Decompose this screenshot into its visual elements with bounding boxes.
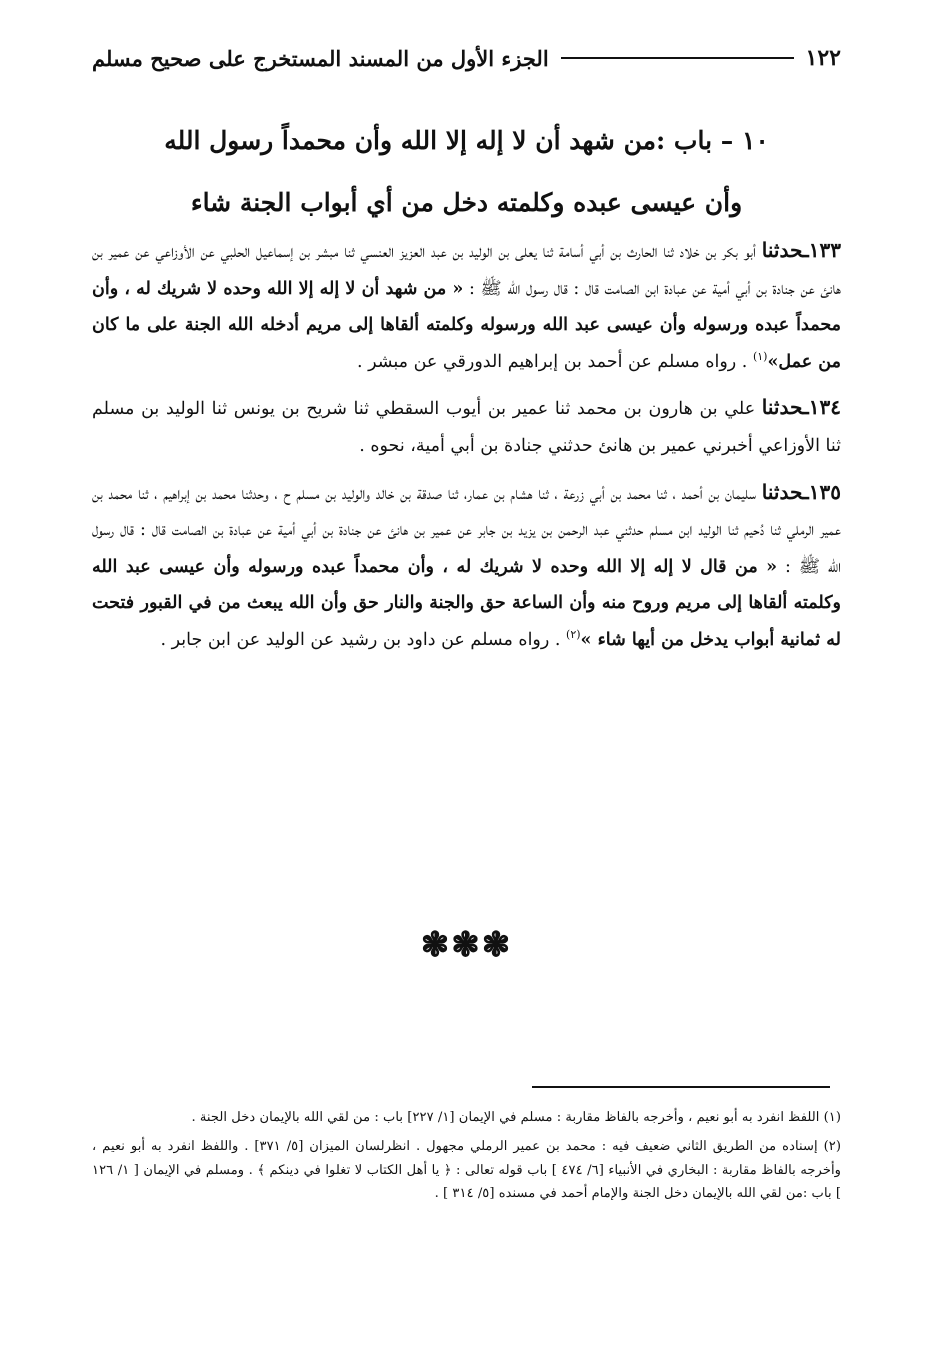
haddathana-marker: ـحدثنا	[761, 238, 809, 262]
hadith-number: ١٣٤	[808, 395, 841, 420]
haddathana-marker: ـحدثنا	[761, 395, 809, 420]
hadith-isnad: سليمان بن أحمد ، ثنا محمد بن أبي زرعة ، ثنا هشام بن عمار، ثنا صدقة بن خالد والوليد بن مسلم ح ، وحدثنا محمد بن إبراهيم ، ثنا محمد بن عمير الرملي ثنا دُحيم ثنا الوليد ابن مسلم حدثني عبد الرحمن بن يزيد بن جابر عن عمير بن هانئ عن جنادة بن أبي أمية عن عبادة بن الصامت قال : قال رسول الله ﷺ :	[92, 483, 841, 577]
header-rule	[561, 57, 794, 59]
hadith-isnad: علي بن هارون بن محمد ثنا عمير بن أيوب السقطي ثنا شريح بن يونس ثنا الوليد بن مسلم ثنا الأوزاعي أخبرني عمير بن هانئ حدثني جنادة بن أبي أمية، نحوه .	[92, 399, 841, 456]
running-header	[92, 38, 841, 78]
hadith-tail: . رواه مسلم عن أحمد بن إبراهيم الدورقي عن مبشر .	[357, 351, 753, 372]
hadith-number: ١٣٣	[808, 238, 841, 262]
chapter-heading-line-2: وأن عيسى عبده وكلمته دخل من أي أبواب الجنة شاء	[190, 188, 743, 217]
footnote-1: (١) اللفظ انفرد به أبو نعيم ، وأخرجه بالفاظ مقاربة : مسلم في الإيمان [١/ ٢٢٧] باب : من لقي الله بالإيمان دخل الجنة .	[191, 1110, 841, 1125]
page-number: ١٢٢	[805, 45, 841, 71]
hadith-matn: « من شهد أن لا إله إلا الله وحده لا شريك له ، وأن محمداً عبده ورسوله وأن عيسى عبد الله ورسوله وكلمته ألقاها إلى مريم أدخله الله الجنة على ما كان من عمل»	[92, 278, 841, 372]
hadith-number: ١٣٥	[808, 479, 841, 504]
chapter-heading	[92, 110, 841, 234]
footnote-rule	[532, 1086, 830, 1088]
hadith-matn: « من قال لا إله إلا الله وحده لا شريك له ، وأن محمداً عبده ورسوله وأن عيسى عبد الله وكلمته ألقاها إلى مريم وروح منه وأن الساعة حق والجنة والنار حق وأن الله يبعث من في القبور فتحت له ثمانية أبواب يدخل من أيها شاء »	[92, 556, 841, 650]
running-title: الجزء الأول من المسند المستخرج على صحيح مسلم	[92, 45, 549, 71]
chapter-heading-line-1: ١٠ – باب :من شهد أن لا إله إلا الله وأن محمداً رسول الله	[164, 126, 769, 155]
footnote-2: (٢) إسناده من الطريق الثاني ضعيف فيه : محمد بن عمير الرملي مجهول . انظرلسان الميزان [٥/ ٣٧١] . واللفظ انفرد به أبو نعيم ، وأخرجه بالفاظ مقاربة : البخاري في الأنبياء [٦/ ٤٧٤ ] باب قوله تعالى : ﴿ يا أهل الكتاب لا تغلوا في دينكم ﴾ . ومسلم في الإيمان [ ١/ ١٢٦ ] باب :من لقي الله بالإيمان دخل الجنة والإمام أحمد في مسنده [٥/ ٣١٤ ] .	[92, 1139, 842, 1201]
hadith-135	[92, 474, 841, 659]
footnotes	[92, 1106, 841, 1211]
haddathana-marker: ـحدثنا	[761, 479, 809, 504]
body-text	[92, 232, 841, 668]
footnote-reference: (٢)	[566, 628, 581, 642]
hadith-isnad: أبو بكر بن خلاد ثنا الحارث بن أبي أسامة ثنا يعلى بن الوليد بن عبد العزيز العنسي ثنا مبشر بن إسماعيل الحلبي عن الأوزاعي عن عمير بن هانئ عن جنادة بن أبي أمية عن عبادة ابن الصامت قال : قال رسول الله ﷺ :	[92, 242, 841, 299]
section-separator-ornament: ❃❃❃	[420, 925, 513, 965]
footnote-reference: (١)	[752, 349, 768, 363]
hadith-133	[92, 232, 841, 380]
hadith-134	[92, 389, 841, 464]
hadith-tail: . رواه مسلم عن داود بن رشيد عن الوليد عن ابن جابر .	[160, 629, 567, 650]
